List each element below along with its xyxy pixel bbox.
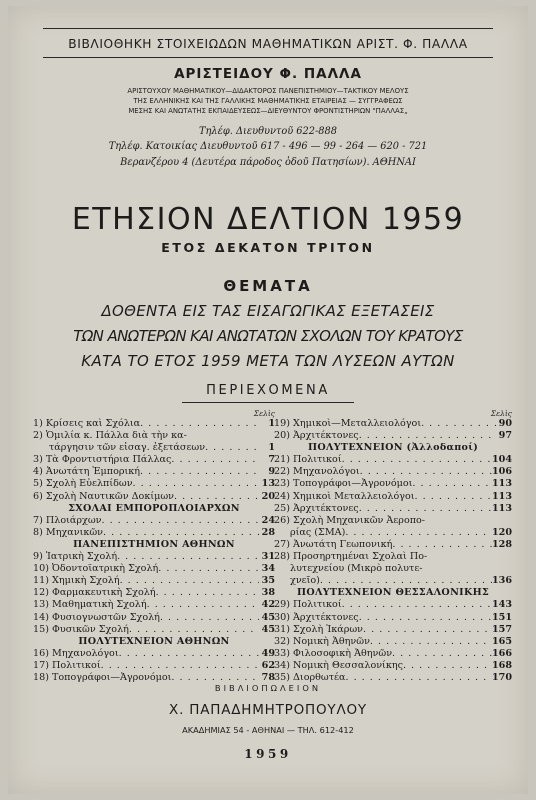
toc-entry-label: 19) Χημικοὶ—Μεταλλειολόγοι xyxy=(274,418,422,429)
toc-page-number: 45 xyxy=(261,623,275,635)
toc-entry xyxy=(274,491,512,503)
toc-entry xyxy=(274,527,512,539)
toc-leader-dots xyxy=(160,612,259,624)
contents-right-column xyxy=(274,409,512,684)
toc-page-number: 31 xyxy=(261,551,275,563)
toc-entry xyxy=(274,539,512,551)
page-column-label: Σελὶς xyxy=(490,409,512,418)
subtitle: ΕΤΟΣ ΔΕΚΑΤΟΝ ΤΡΙΤΟΝ xyxy=(161,240,375,255)
toc-leader-dots xyxy=(363,624,492,636)
toc-leader-dots xyxy=(119,648,259,660)
toc-leader-dots xyxy=(403,660,492,672)
book-cover xyxy=(8,6,528,794)
toc-entry xyxy=(274,636,512,648)
toc-entry-label: 30) Ἀρχιτέκτονες xyxy=(274,611,359,623)
toc-entry-label: 28) Προσηρτημέναι Σχολαὶ Πο- xyxy=(274,551,428,563)
toc-entry xyxy=(33,491,275,503)
toc-entry xyxy=(33,563,275,575)
toc-page-number: 113 xyxy=(491,490,512,502)
toc-page-number: 34 xyxy=(261,563,275,575)
series-rule xyxy=(43,57,493,58)
toc-leader-dots xyxy=(171,454,259,466)
toc-entry xyxy=(33,612,275,624)
toc-page-number: 97 xyxy=(498,430,512,442)
address: Βερανζέρου 4 (Δευτέρα πάροδος ὁδοῦ Πατησίων). ΑΘΗΝΑΙ xyxy=(120,156,416,168)
toc-entry-label: 23) Τοπογράφοι—Ἀγρονόμοι xyxy=(274,478,413,490)
toc-entry-label: 35) Διορθωτέα xyxy=(274,671,346,683)
contents-rule xyxy=(182,402,354,403)
toc-leader-dots xyxy=(129,624,259,636)
author-bio-line: ΑΡΙΣΤΟΥΧΟΥ ΜΑΘΗΜΑΤΙΚΟΥ—ΔΙΔΑΚΤΟΡΟΣ ΠΑΝΕΠΙΣΤΗΜΙΟΥ—ΤΑΚΤΙΚΟΥ ΜΕΛΟΥΣ xyxy=(127,87,409,95)
toc-page-number: 106 xyxy=(491,466,512,478)
toc-entry-label: 15) Φυσικῶν Σχολή xyxy=(33,623,129,635)
toc-entry xyxy=(274,563,512,575)
toc-leader-dots xyxy=(392,648,492,660)
toc-entry xyxy=(274,660,512,672)
themes-line: ΔΟΘΕΝΤΑ ΕΙΣ ΤΑΣ ΕΙΣΑΓΩΓΙΚΑΣ ΕΞΕΤΑΣΕΙΣ xyxy=(101,302,435,320)
toc-entry xyxy=(33,430,275,442)
toc-page-number: 1 xyxy=(268,442,275,454)
main-title: ΕΤΗΣΙΟΝ ΔΕΛΤΙΟΝ 1959 xyxy=(71,202,465,237)
toc-page-number: 170 xyxy=(491,671,512,683)
toc-leader-dots xyxy=(412,478,492,490)
author-bio-line: ΜΕΣΗΣ ΚΑΙ ΑΝΩΤΑΤΗΣ ΕΚΠΑΙΔΕΥΣΕΩΣ—ΔΙΕΥΘΥΝΤΟΥ ΦΡΟΝΤΙΣΤΗΡΙΩΝ "ΠΑΛΛΑΣ„ xyxy=(128,107,408,116)
toc-entry xyxy=(274,648,512,660)
author-contact xyxy=(8,124,528,170)
toc-page-number: 45 xyxy=(261,611,275,623)
contents-title: ΠΕΡΙΕΧΟΜΕΝΑ xyxy=(206,383,330,398)
toc-entry xyxy=(33,418,275,430)
toc-entry-label: τάργησιν τῶν εἰσαγ. ἐξετάσεων xyxy=(49,442,206,454)
toc-entry xyxy=(33,648,275,660)
toc-entry-label: 25) Ἀρχιτέκτονες xyxy=(274,502,359,514)
toc-entry-label: 22) Μηχανολόγοι xyxy=(274,466,360,478)
toc-leader-dots xyxy=(320,575,492,587)
toc-entry xyxy=(33,442,275,454)
toc-entry-label: 34) Νομικὴ Θεσσαλονίκης xyxy=(274,659,403,671)
toc-leader-dots xyxy=(140,466,259,478)
toc-leader-dots xyxy=(342,454,492,466)
toc-page-number: 151 xyxy=(491,611,512,623)
toc-page-number: 24 xyxy=(261,514,275,526)
toc-entry-label: 18) Τοπογράφοι—Ἀγρονόμοι xyxy=(33,671,172,683)
toc-entry xyxy=(33,624,275,636)
themes-line: ΚΑΤΑ ΤΟ ΕΤΟΣ 1959 ΜΕΤΑ ΤΩΝ ΛΥΣΕΩΝ ΑΥΤΩΝ xyxy=(81,352,455,370)
toc-entry xyxy=(33,660,275,672)
toc-page-number: 143 xyxy=(491,599,512,611)
toc-page-number: 62 xyxy=(261,659,275,671)
toc-page-number: 49 xyxy=(261,647,275,659)
toc-entry-label: 16) Μηχανολόγοι xyxy=(33,647,119,659)
toc-page-number: 38 xyxy=(261,587,275,599)
toc-leader-dots xyxy=(359,503,492,515)
toc-leader-dots xyxy=(103,527,259,539)
toc-page-number: 104 xyxy=(491,454,512,466)
toc-page-number: 35 xyxy=(261,575,275,587)
toc-entry-label: 32) Νομικὴ Ἀθηνῶν xyxy=(274,635,370,647)
toc-page-number: 78 xyxy=(261,671,275,683)
toc-page-number: 9 xyxy=(268,466,275,478)
toc-entry xyxy=(274,515,512,527)
toc-leader-dots xyxy=(158,563,259,575)
toc-entry-label: 20) Ἀρχιτέκτονες xyxy=(274,430,359,442)
toc-entry-label: 12) Φαρμακευτικὴ Σχολή xyxy=(33,587,156,599)
toc-section-heading: ΣΧΟΛΑΙ ΕΜΠΟΡΟΠΛΟΙΑΡΧΩΝ xyxy=(68,502,240,514)
toc-leader-dots xyxy=(117,551,259,563)
toc-entry xyxy=(274,575,512,587)
toc-leader-dots xyxy=(415,491,492,503)
toc-entry-label: λυτεχνείου (Μικρὸ πολυτε- xyxy=(290,563,423,575)
toc-leader-dots xyxy=(342,599,492,611)
toc-leader-dots xyxy=(140,418,259,430)
toc-entry-label: 24) Χημικοὶ Μεταλλειολόγοι xyxy=(274,490,415,502)
toc-page-number: 128 xyxy=(491,538,512,550)
toc-entry-label: 31) Σχολὴ Ἰκάρων xyxy=(274,623,364,635)
toc-entry-label: 14) Φυσιογνωστῶν Σχολή xyxy=(33,611,160,623)
publisher-name: Χ. ΠΑΠΑΔΗΜΗΤΡΟΠΟΥΛΟΥ xyxy=(169,702,367,718)
toc-entry-label: 11) Χημικὴ Σχολή xyxy=(33,575,120,587)
toc-section-heading: ΠΟΛΥΤΕΧΝΕΙΟΝ (Ἀλλοδαποί) xyxy=(307,442,479,454)
toc-entry xyxy=(274,454,512,466)
toc-entry xyxy=(33,466,275,478)
toc-entry-label: ρίας (ΣΜΑ) xyxy=(290,526,346,538)
toc-entry-label: 26) Σχολὴ Μηχανικῶν Ἀεροπο- xyxy=(274,514,426,526)
top-rule xyxy=(43,28,493,29)
toc-leader-dots xyxy=(370,636,492,648)
toc-section-heading: ΠΟΛΥΤΕΧΝΕΙΟΝ ΘΕΣΣΑΛΟΝΙΚΗΣ xyxy=(296,587,490,599)
toc-entry xyxy=(274,551,512,563)
toc-entry xyxy=(274,478,512,490)
toc-entry xyxy=(274,599,512,611)
toc-page-number: 157 xyxy=(491,623,512,635)
toc-page-number: 136 xyxy=(491,575,512,587)
toc-leader-dots xyxy=(360,466,492,478)
toc-entry xyxy=(33,599,275,611)
themes-line: ΤΩΝ ΑΝΩΤΕΡΩΝ ΚΑΙ ΑΝΩΤΑΤΩΝ ΣΧΟΛΩΝ ΤΟΥ ΚΡΑΤΟΥΣ xyxy=(73,327,463,345)
toc-entry-label: 2) Ὁμιλία κ. Πάλλα διὰ τὴν κα- xyxy=(33,430,187,442)
toc-entry-label: 8) Μηχανικῶν xyxy=(33,526,104,538)
toc-entry-label: χνεῖο) xyxy=(290,575,320,587)
toc-page-number: 13 xyxy=(261,478,275,490)
toc-leader-dots xyxy=(421,418,496,430)
toc-entry xyxy=(274,624,512,636)
toc-leader-dots xyxy=(359,430,496,442)
toc-entry-label: 13) Μαθηματικὴ Σχολή xyxy=(33,599,147,611)
toc-entry xyxy=(33,587,275,599)
toc-leader-dots xyxy=(133,478,259,490)
toc-page-number: 7 xyxy=(268,454,275,466)
toc-leader-dots xyxy=(174,491,259,503)
toc-page-number: 113 xyxy=(491,478,512,490)
toc-entry-label: 6) Σχολὴ Ναυτικῶν Δοκίμων xyxy=(33,490,174,502)
home-phone: Τηλέφ. Κατοικίας Διευθυντοῦ 617 - 496 — 99 - 264 — 620 - 721 xyxy=(108,141,428,153)
toc-leader-dots xyxy=(156,587,259,599)
toc-page-number: 20 xyxy=(261,490,275,502)
toc-entry xyxy=(33,454,275,466)
page-column-label: Σελὶς xyxy=(253,409,275,418)
toc-section-heading: ΠΑΝΕΠΙΣΤΗΜΙΟΝ ΑΘΗΝΩΝ xyxy=(73,538,235,550)
toc-leader-dots xyxy=(392,539,492,551)
toc-entry xyxy=(33,551,275,563)
toc-entry-label: 29) Πολιτικοί xyxy=(274,599,342,611)
toc-page-number: 1 xyxy=(268,418,275,429)
contents-left-column xyxy=(33,409,275,684)
toc-entry-label: 33) Φιλοσοφικὴ Ἀθηνῶν xyxy=(274,647,393,659)
toc-leader-dots xyxy=(101,660,259,672)
toc-entry xyxy=(33,515,275,527)
toc-leader-dots xyxy=(101,515,259,527)
toc-entry-label: 7) Πλοιάρχων xyxy=(33,514,102,526)
toc-entry xyxy=(274,430,512,442)
toc-entry-label: 17) Πολιτικοί xyxy=(33,659,101,671)
toc-page-number: 42 xyxy=(261,599,275,611)
toc-page-number: 165 xyxy=(491,635,512,647)
themes-description xyxy=(8,299,528,374)
toc-leader-dots xyxy=(205,442,259,454)
toc-entry-label: 9) Ἰατρικὴ Σχολή xyxy=(33,551,118,563)
toc-entry xyxy=(33,575,275,587)
publisher-address: ΑΚΑΔΗΜΙΑΣ 54 - ΑΘΗΝΑΙ — ΤΗΛ. 612-412 xyxy=(182,725,354,735)
toc-page-number: 168 xyxy=(491,659,512,671)
toc-leader-dots xyxy=(147,599,259,611)
toc-entry-label: 4) Ἀνωτάτη Ἐμπορική xyxy=(33,466,141,478)
toc-entry xyxy=(274,466,512,478)
toc-page-number: 90 xyxy=(498,418,512,429)
toc-page-number: 120 xyxy=(491,526,512,538)
toc-entry-label: 1) Κρίσεις καὶ Σχόλια xyxy=(33,418,141,429)
series-title: ΒΙΒΛΙΟΘΗΚΗ ΣΤΟΙΧΕΙΩΔΩΝ ΜΑΘΗΜΑΤΙΚΩΝ ΑΡΙΣΤ. Φ. ΠΑΛΛΑ xyxy=(68,37,468,51)
toc-entry xyxy=(274,612,512,624)
toc-entry-label: 27) Ἀνωτάτη Γεωπονική xyxy=(274,538,393,550)
toc-section-heading: ΠΟΛΥΤΕΧΝΕΙΟΝ ΑΘΗΝΩΝ xyxy=(78,635,230,647)
themes-title: ΘΕΜΑΤΑ xyxy=(223,277,313,295)
toc-entry-label: 5) Σχολὴ Εὐελπίδων xyxy=(33,478,133,490)
toc-leader-dots xyxy=(345,527,492,539)
toc-page-number: 166 xyxy=(491,647,512,659)
toc-entry xyxy=(33,478,275,490)
toc-leader-dots xyxy=(359,612,492,624)
toc-entry-label: 3) Τὰ Φροντιστήρια Πάλλας xyxy=(33,454,172,466)
toc-page-number: 113 xyxy=(491,502,512,514)
toc-entry xyxy=(274,503,512,515)
publication-year: 1959 xyxy=(244,747,292,761)
toc-entry xyxy=(33,527,275,539)
toc-leader-dots xyxy=(120,575,259,587)
author-name: ΑΡΙΣΤΕΙΔΟΥ Φ. ΠΑΛΛΑ xyxy=(174,66,362,82)
toc-entry-label: 10) Ὀδοντοϊατρικὴ Σχολή xyxy=(33,563,159,575)
author-bio xyxy=(8,86,528,117)
toc-entry xyxy=(274,418,512,430)
author-bio-line: ΤΗΣ ΕΛΛΗΝΙΚΗΣ ΚΑΙ ΤΗΣ ΓΑΛΛΙΚΗΣ ΜΑΘΗΜΑΤΙΚΗΣ ΕΤΑΙΡΕΙΑΣ — ΣΥΓΓΡΑΦΕΩΣ xyxy=(133,97,403,106)
director-phone: Τηλέφ. Διευθυντοῦ 622-888 xyxy=(199,126,337,137)
toc-entry-label: 21) Πολιτικοί xyxy=(274,454,342,466)
toc-page-number: 28 xyxy=(261,526,275,538)
bookstore-label: ΒΙΒΛΙΟΠΩΛΕΙΟΝ xyxy=(214,683,322,693)
